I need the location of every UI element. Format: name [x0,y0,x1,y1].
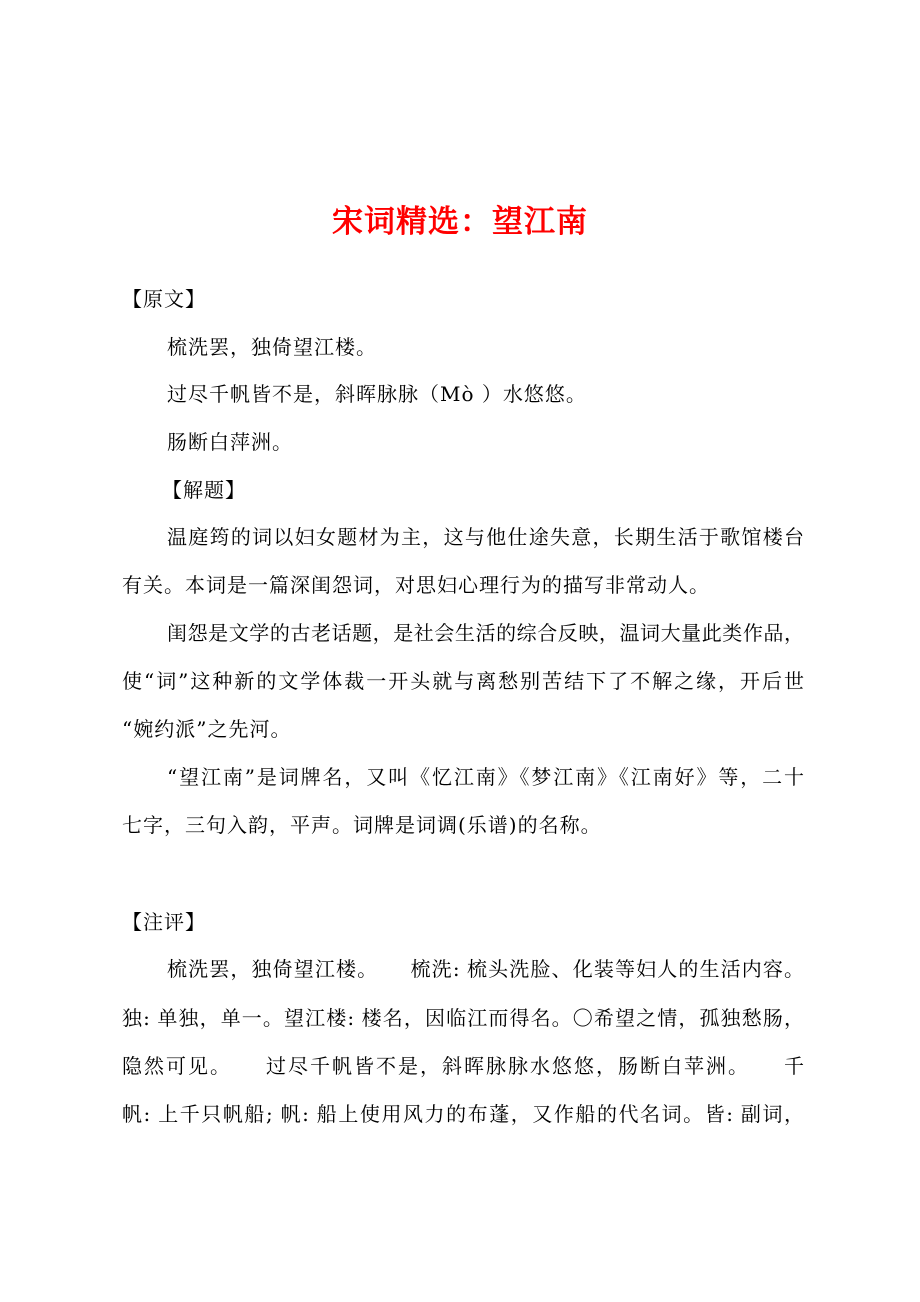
explanation-p3-line-1: “望江南”是词牌名，又叫《忆江南》《梦江南》《江南好》等，二十 [167,765,804,789]
original-line-1: 梳洗罢，独倚望江楼。 [167,335,377,359]
explanation-p2-line-1: 闺怨是文学的古老话题，是社会生活的综合反映，温词大量此类作品， [167,621,804,645]
annotation-line-2: 独: 单独，单一。望江楼: 楼名，因临江而得名。〇希望之情，孤独愁肠， [122,1006,804,1030]
original-line-3: 肠断白萍洲。 [167,430,293,454]
explanation-p1-line-1: 温庭筠的词以妇女题材为主，这与他仕途失意，长期生活于歌馆楼台 [167,525,804,549]
annotation-line-4: 帆: 上千只帆船; 帆: 船上使用风力的布蓬，又作船的代名词。皆: 副词， [122,1102,804,1126]
explanation-p2-line-2: 使“词”这种新的文学体裁一开头就与离愁别苦结下了不解之缘，开后世 [122,669,804,693]
document-title: 宋词精选：望江南 [332,204,588,240]
annotation-heading: 【注评】 [122,910,206,934]
original-heading: 【原文】 [122,287,206,311]
explanation-heading: 【解题】 [162,478,246,502]
explanation-p1-line-2: 有关。本词是一篇深闺怨词，对思妇心理行为的描写非常动人。 [122,573,710,597]
explanation-p2-line-3: “婉约派”之先河。 [122,717,292,741]
explanation-p3-line-2: 七字，三句入韵，平声。词牌是词调(乐谱)的名称。 [122,813,602,837]
annotation-line-1: 梳洗罢，独倚望江楼。 梳洗: 梳头洗脸、化装等妇人的生活内容。 [167,957,804,981]
annotation-line-3: 隐然可见。 过尽千帆皆不是，斜晖脉脉水悠悠，肠断白苹洲。 千 [122,1054,804,1078]
original-line-2: 过尽千帆皆不是，斜晖脉脉（Mò ）水悠悠。 [167,382,587,406]
